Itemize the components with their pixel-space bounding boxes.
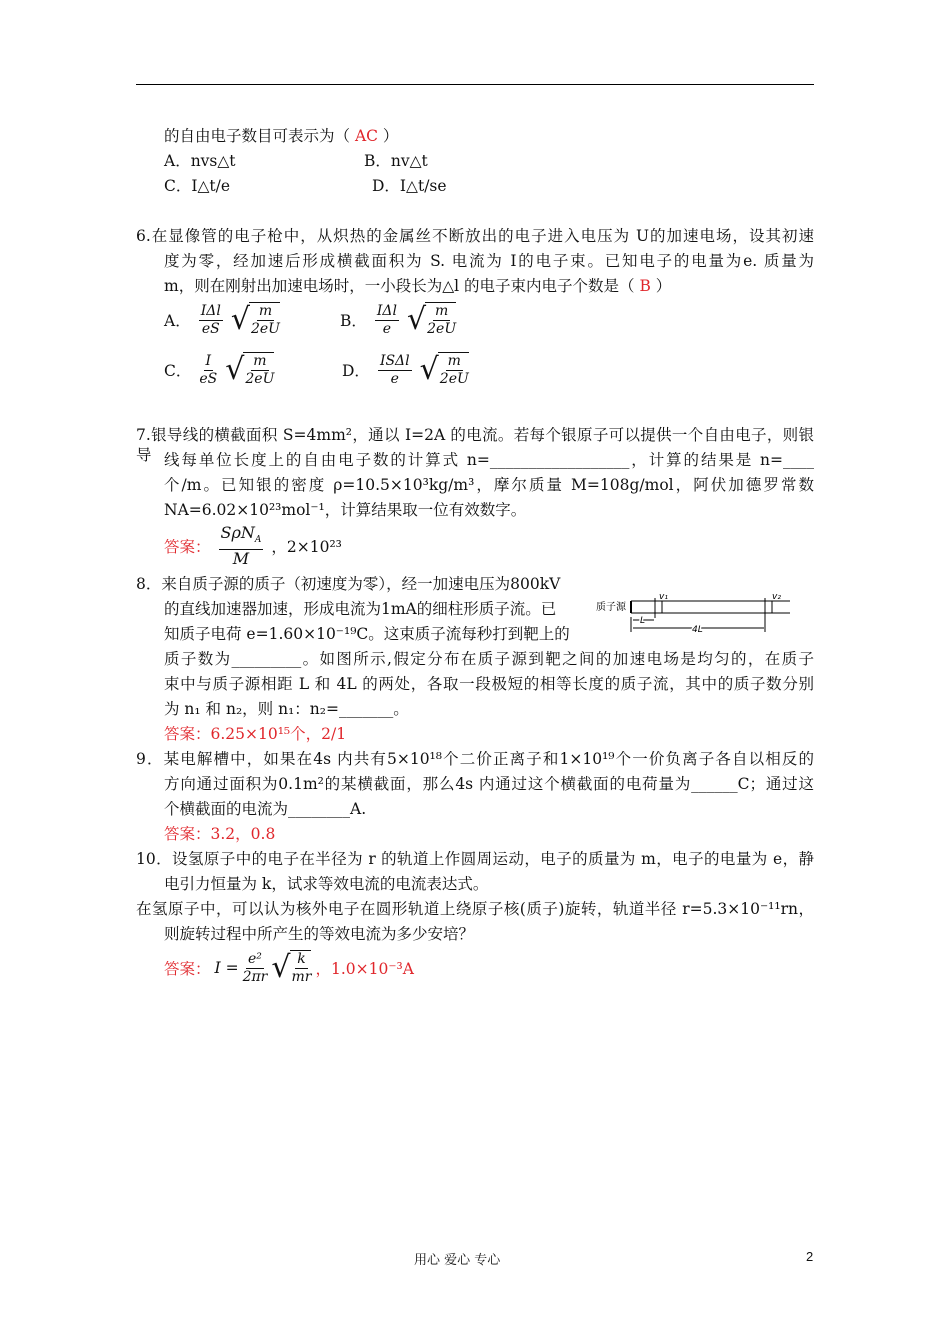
fraction <box>243 951 268 986</box>
q5-stem <box>164 126 398 146</box>
subscript: A <box>254 535 262 546</box>
q5-stem-text: 的自由电子数目可表示为（ <box>164 127 355 145</box>
numerator: SρN <box>220 523 255 542</box>
sqrt <box>271 950 311 986</box>
sqrt <box>420 352 469 388</box>
denominator: 2eU <box>250 321 280 337</box>
q10-line: 电引力恒量为 k，试求等效电流的电流表达式。 <box>164 875 489 893</box>
q8-line: 束中与质子源相距 L 和 4L 的两处，各取一段极短的相等长度的质子流，其中的质子数分别 <box>164 675 814 693</box>
q7-line: 个/m。已知银的密度 ρ=10.5×10³kg/m³，摩尔质量 M=108g/mol，阿伏加德罗常数 <box>164 476 814 494</box>
q10-answer <box>164 950 414 986</box>
numerator: m <box>435 303 449 319</box>
radical-icon: √ <box>271 950 291 985</box>
q7-line: NA=6.02×10²³mol⁻¹，计算结果取一位有效数字。 <box>164 501 527 519</box>
answer-value: ，1.0×10⁻³A <box>315 960 414 978</box>
numerator: m <box>447 353 461 369</box>
q8-answer: 答案：6.25×10¹⁵个，2/1 <box>164 725 347 743</box>
denominator: mr <box>291 969 312 985</box>
fraction <box>219 524 264 567</box>
q7-answer <box>164 524 342 567</box>
v1-label: v₁ <box>659 592 668 602</box>
L-label: L <box>640 616 646 626</box>
denominator: eS <box>199 370 218 387</box>
option-label: A． <box>164 312 191 330</box>
radical-icon: √ <box>225 352 245 387</box>
q7-line: 线每单位长度上的自由电子数的计算式 n=__________________，计算的结果是 n=____ <box>164 451 814 469</box>
answer-lhs: I = <box>214 959 239 977</box>
proton-beam-figure <box>596 590 796 638</box>
q9-line: 个横截面的电流为________A. <box>164 800 367 818</box>
header-rule <box>136 84 814 85</box>
q7-line: 7.银导线的横截面积 S=4mm²，通以 I=2A 的电流。若每个银原子可以提供一个自由电子，则银导 <box>136 426 814 464</box>
footer-text: 用心 爱心 专心 <box>414 1253 501 1268</box>
denominator: 2πr <box>242 968 268 985</box>
q5-option-c: C．I△t/e <box>164 177 231 195</box>
option-label: B． <box>340 312 367 330</box>
sqrt <box>231 302 280 338</box>
q6-line: 6.在显像管的电子枪中，从炽热的金属丝不断放出的电子进入电压为 U的加速电场，设其初速 <box>136 227 814 245</box>
q8-line: 质子数为_________。如图所示,假定分布在质子源到靶之间的加速电场是均匀的，在质子 <box>164 650 814 668</box>
fraction <box>199 303 223 338</box>
q9-answer: 答案：3.2，0.8 <box>164 825 276 843</box>
q6-line-text: m，则在刚射出加速电场时，一小段长为△l 的电子束内电子个数是（ <box>164 277 640 295</box>
numerator: IΔl <box>376 302 398 319</box>
q8-line: 8．来自质子源的质子（初速度为零），经一加速电压为800kV <box>136 575 561 593</box>
option-label: C． <box>164 362 192 380</box>
q9-line: 9．某电解槽中，如果在4s 内共有5×10¹⁸个二价正离子和1×10¹⁹个一价负离子各自以相反的 <box>136 750 814 768</box>
sqrt <box>407 302 456 338</box>
radical-icon: √ <box>407 302 427 337</box>
q8-line: 知质子电荷 e=1.60×10⁻¹⁹C。这束质子流每秒打到靶上的 <box>164 625 570 643</box>
answer-label: 答案： <box>164 960 211 978</box>
option-label: D． <box>342 362 370 380</box>
q10-line: 则旋转过程中所产生的等效电流为多少安培？ <box>164 925 475 943</box>
q6-line: 度为零，经加速后形成横截面积为 S. 电流为 I的电子束。已知电子的电量为e. 质量为 <box>164 252 814 270</box>
denominator: e <box>382 320 392 337</box>
denominator: 2eU <box>439 371 469 387</box>
page-number: 2 <box>806 1249 814 1264</box>
q6-line <box>164 276 671 296</box>
v2-label: v₂ <box>772 592 781 602</box>
q6-option-b <box>340 302 456 338</box>
q5-answer: AC <box>354 127 378 145</box>
q9-line: 方向通过面积为0.1m²的某横截面，那么4s 内通过这个横截面的电荷量为______C；通过这 <box>164 775 814 793</box>
q6-option-d <box>342 352 469 388</box>
numerator: ISΔl <box>379 352 410 369</box>
source-label: 质子源 <box>596 602 626 613</box>
radical-icon: √ <box>230 302 250 337</box>
sqrt <box>225 352 274 388</box>
q5-option-b: B．nv△t <box>364 152 428 170</box>
q6-close: ） <box>650 277 672 295</box>
q6-option-c <box>164 352 274 388</box>
numerator: IΔl <box>200 302 221 319</box>
denominator: 2eU <box>427 321 457 337</box>
numerator: e² <box>248 950 262 967</box>
q5-option-a: A．nvs△t <box>164 152 236 170</box>
numerator: I <box>205 352 212 369</box>
q6-answer: B <box>639 277 651 295</box>
answer-label: 答案： <box>164 537 211 556</box>
radical-icon: √ <box>419 352 439 387</box>
denominator: e <box>390 370 399 387</box>
denominator: M <box>232 549 250 569</box>
q10-line: 10．设氢原子中的电子在半径为 r 的轨道上作圆周运动，电子的质量为 m，电子的电量为 e，静 <box>136 850 814 868</box>
fraction <box>378 353 412 388</box>
q8-line: 的直线加速器加速，形成电流为1mA的细柱形质子流。已 <box>164 600 557 618</box>
answer-value: ，2×10²³ <box>271 537 342 556</box>
fraction <box>375 303 399 338</box>
q8-line: 为 n₁ 和 n₂，则 n₁：n₂=_______。 <box>164 700 409 718</box>
4L-label: 4L <box>692 625 703 635</box>
numerator: k <box>297 951 306 967</box>
q6-option-a <box>164 302 280 338</box>
q10-line: 在氢原子中，可以认为核外电子在圆形轨道上绕原子核(质子)旋转，轨道半径 r=5.3×10⁻¹¹rn， <box>136 900 814 918</box>
fraction <box>199 353 217 388</box>
q5-option-d: D．I△t/se <box>372 177 447 195</box>
numerator: m <box>253 353 267 369</box>
denominator: eS <box>201 320 220 337</box>
numerator: m <box>258 303 273 319</box>
q5-close: ） <box>378 127 399 145</box>
denominator: 2eU <box>245 371 275 387</box>
